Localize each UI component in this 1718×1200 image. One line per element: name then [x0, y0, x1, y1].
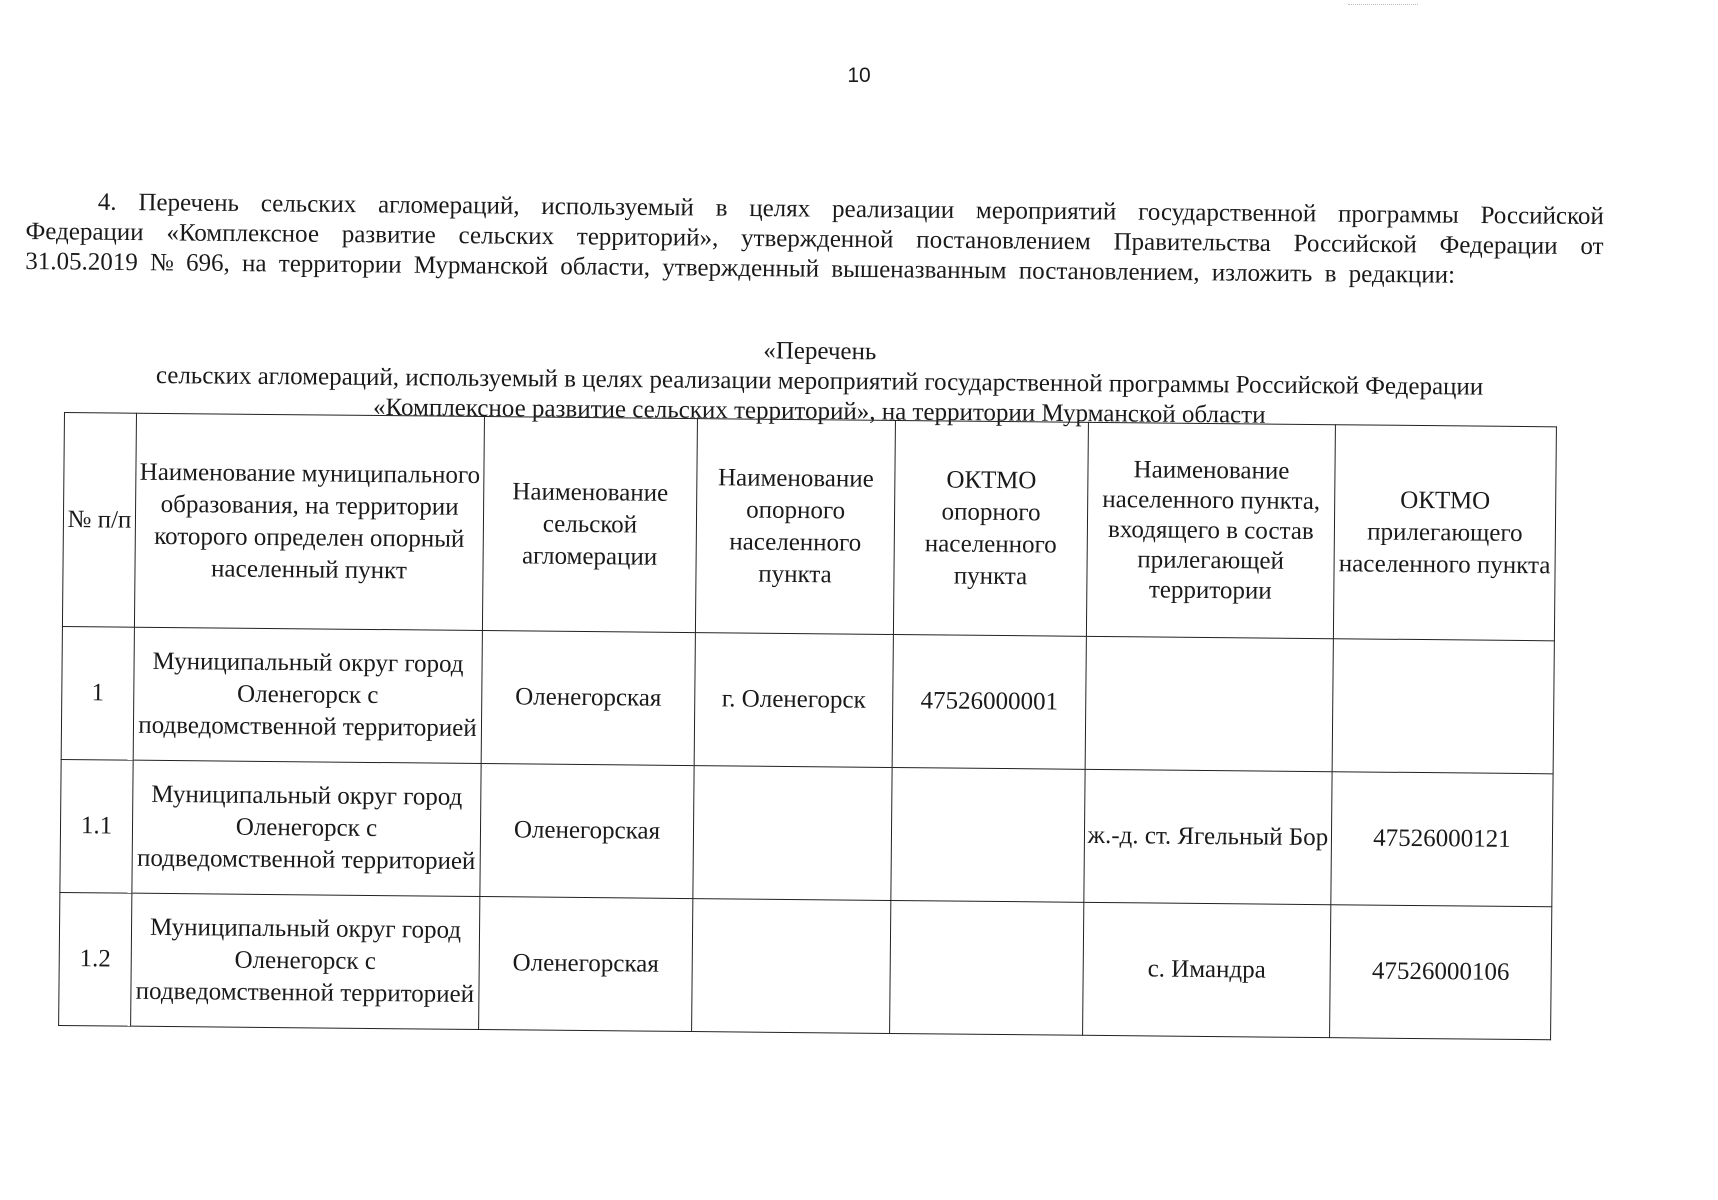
cell-number: 1	[61, 626, 134, 760]
header-core-oktmo: ОКТМО опорного населенного пункта	[893, 420, 1088, 636]
cell-agglomeration: Оленегорская	[479, 897, 693, 1032]
cell-agglomeration: Оленегорская	[480, 764, 694, 899]
cell-core-oktmo	[890, 900, 1084, 1035]
cell-agglomeration: Оленегорская	[481, 631, 695, 766]
cell-adjacent-settlement: с. Имандра	[1083, 902, 1331, 1037]
list-title-line-3: «Комплексное развитие сельских территорий», на территории Мурманской области	[373, 393, 1266, 429]
cell-municipality: Муниципальный округ город Оленегорск с подведомственной территорией	[133, 627, 482, 763]
cell-adjacent-oktmo: 47526000106	[1330, 905, 1552, 1040]
cell-number: 1.2	[59, 892, 132, 1026]
cell-core-settlement	[692, 899, 891, 1034]
table-row	[61, 626, 1554, 773]
cell-core-oktmo: 47526000001	[892, 634, 1086, 769]
intro-paragraph: 4. Перечень сельских агломераций, используемый в целях реализации мероприятий государственной программы Российской Федерации «Комплексное развитие сельских территорий», утвержденной постановлением Правительства Российской Федерации от 31.05.2019 № 696, на территории Мурманской области, утвержденный вышеназванным постановлением, изложить в редакции:	[25, 188, 1604, 289]
cell-adjacent-settlement	[1085, 636, 1333, 771]
header-municipality: Наименование муниципального образования, на территории которого определен опорный населенный пункт	[134, 413, 484, 630]
list-title-line-1: «Перечень	[763, 337, 877, 366]
list-title-line-2: сельских агломераций, используемый в целях реализации мероприятий государственной программы Российской Федерации	[155, 362, 1484, 401]
header-adjacent-oktmo: ОКТМО прилегающего населенного пункта	[1333, 425, 1556, 641]
table-header-row	[62, 413, 1556, 641]
header-agglomeration: Наименование сельской агломерации	[482, 417, 697, 633]
agglomeration-table-wrapper	[58, 412, 1557, 1040]
cell-municipality: Муниципальный округ город Оленегорск с подведомственной территорией	[132, 760, 481, 896]
cell-core-settlement	[693, 766, 892, 901]
header-adjacent-settlement: Наименование населенного пункта, входящего в состав прилегающей территории	[1086, 422, 1335, 638]
header-core-settlement: Наименование опорного населенного пункта	[695, 419, 895, 635]
table-row	[59, 892, 1552, 1039]
cell-adjacent-oktmo: 47526000121	[1331, 772, 1553, 907]
cell-municipality: Муниципальный округ город Оленегорск с подведомственной территорией	[131, 893, 480, 1029]
table-row	[60, 759, 1553, 906]
scan-artifact	[1348, 4, 1418, 6]
cell-adjacent-settlement: ж.-д. ст. Ягельный Бор	[1084, 769, 1332, 904]
page-number: 10	[847, 64, 871, 87]
agglomeration-table	[58, 412, 1557, 1040]
header-number: № п/п	[62, 413, 136, 628]
cell-core-settlement: г. Оленегорск	[694, 633, 893, 768]
cell-core-oktmo	[891, 767, 1085, 902]
cell-adjacent-oktmo	[1332, 639, 1554, 774]
cell-number: 1.1	[60, 759, 133, 893]
